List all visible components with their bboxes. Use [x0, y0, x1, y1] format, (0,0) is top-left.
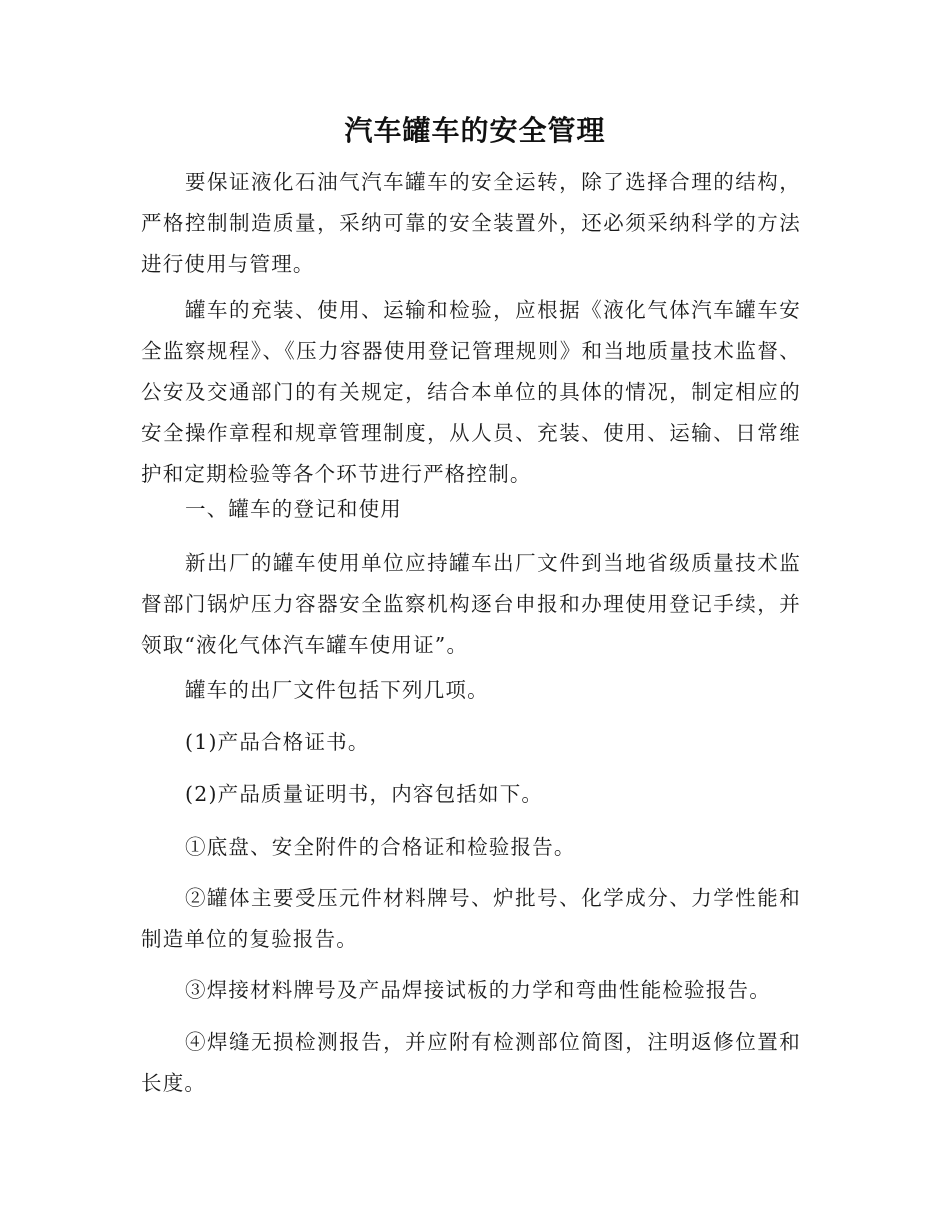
list-item-quality-proof: (2)产品质量证明书，内容包括如下。	[185, 782, 544, 806]
section-heading-registration: 一、罐车的登记和使用	[185, 497, 402, 521]
sub-item-weld-inspection: ④焊缝无损检测报告，并应附有检测部位简图，注明返修位置和长度。	[141, 1030, 801, 1095]
paragraph-intro: 要保证液化石油气汽车罐车的安全运转，除了选择合理的结构，严格控制制造质量，采纳可靠的安全装置外，还必须采纳科学的方法进行使用与管理。	[141, 170, 801, 276]
list-item-certificate: (1)产品合格证书。	[185, 730, 370, 754]
sub-item-chassis: ①底盘、安全附件的合格证和检验报告。	[185, 835, 576, 859]
sub-item-tank-materials: ②罐体主要受压元件材料牌号、炉批号、化学成分、力学性能和制造单位的复验报告。	[141, 886, 801, 951]
sub-item-welding-materials: ③焊接材料牌号及产品焊接试板的力学和弯曲性能检验报告。	[185, 978, 771, 1002]
paragraph-registration: 新出厂的罐车使用单位应持罐车出厂文件到当地省级质量技术监督部门锅炉压力容器安全监察机构逐台申报和办理使用登记手续，并领取“液化气体汽车罐车使用证”。	[141, 551, 801, 657]
paragraph-factory-documents: 罐车的出厂文件包括下列几项。	[185, 678, 489, 702]
document-title: 汽车罐车的安全管理	[344, 114, 606, 147]
paragraph-regulations: 罐车的充装、使用、运输和检验，应根据《液化气体汽车罐车安全监察规程》、《压力容器使用登记管理规则》和当地质量技术监督、公安及交通部门的有关规定，结合本单位的具体的情况，制定相应的安全操作章程和规章管理制度，从人员、充装、使用、运输、日常维护和定期检验等各个环节进行严格控制。	[141, 298, 801, 486]
